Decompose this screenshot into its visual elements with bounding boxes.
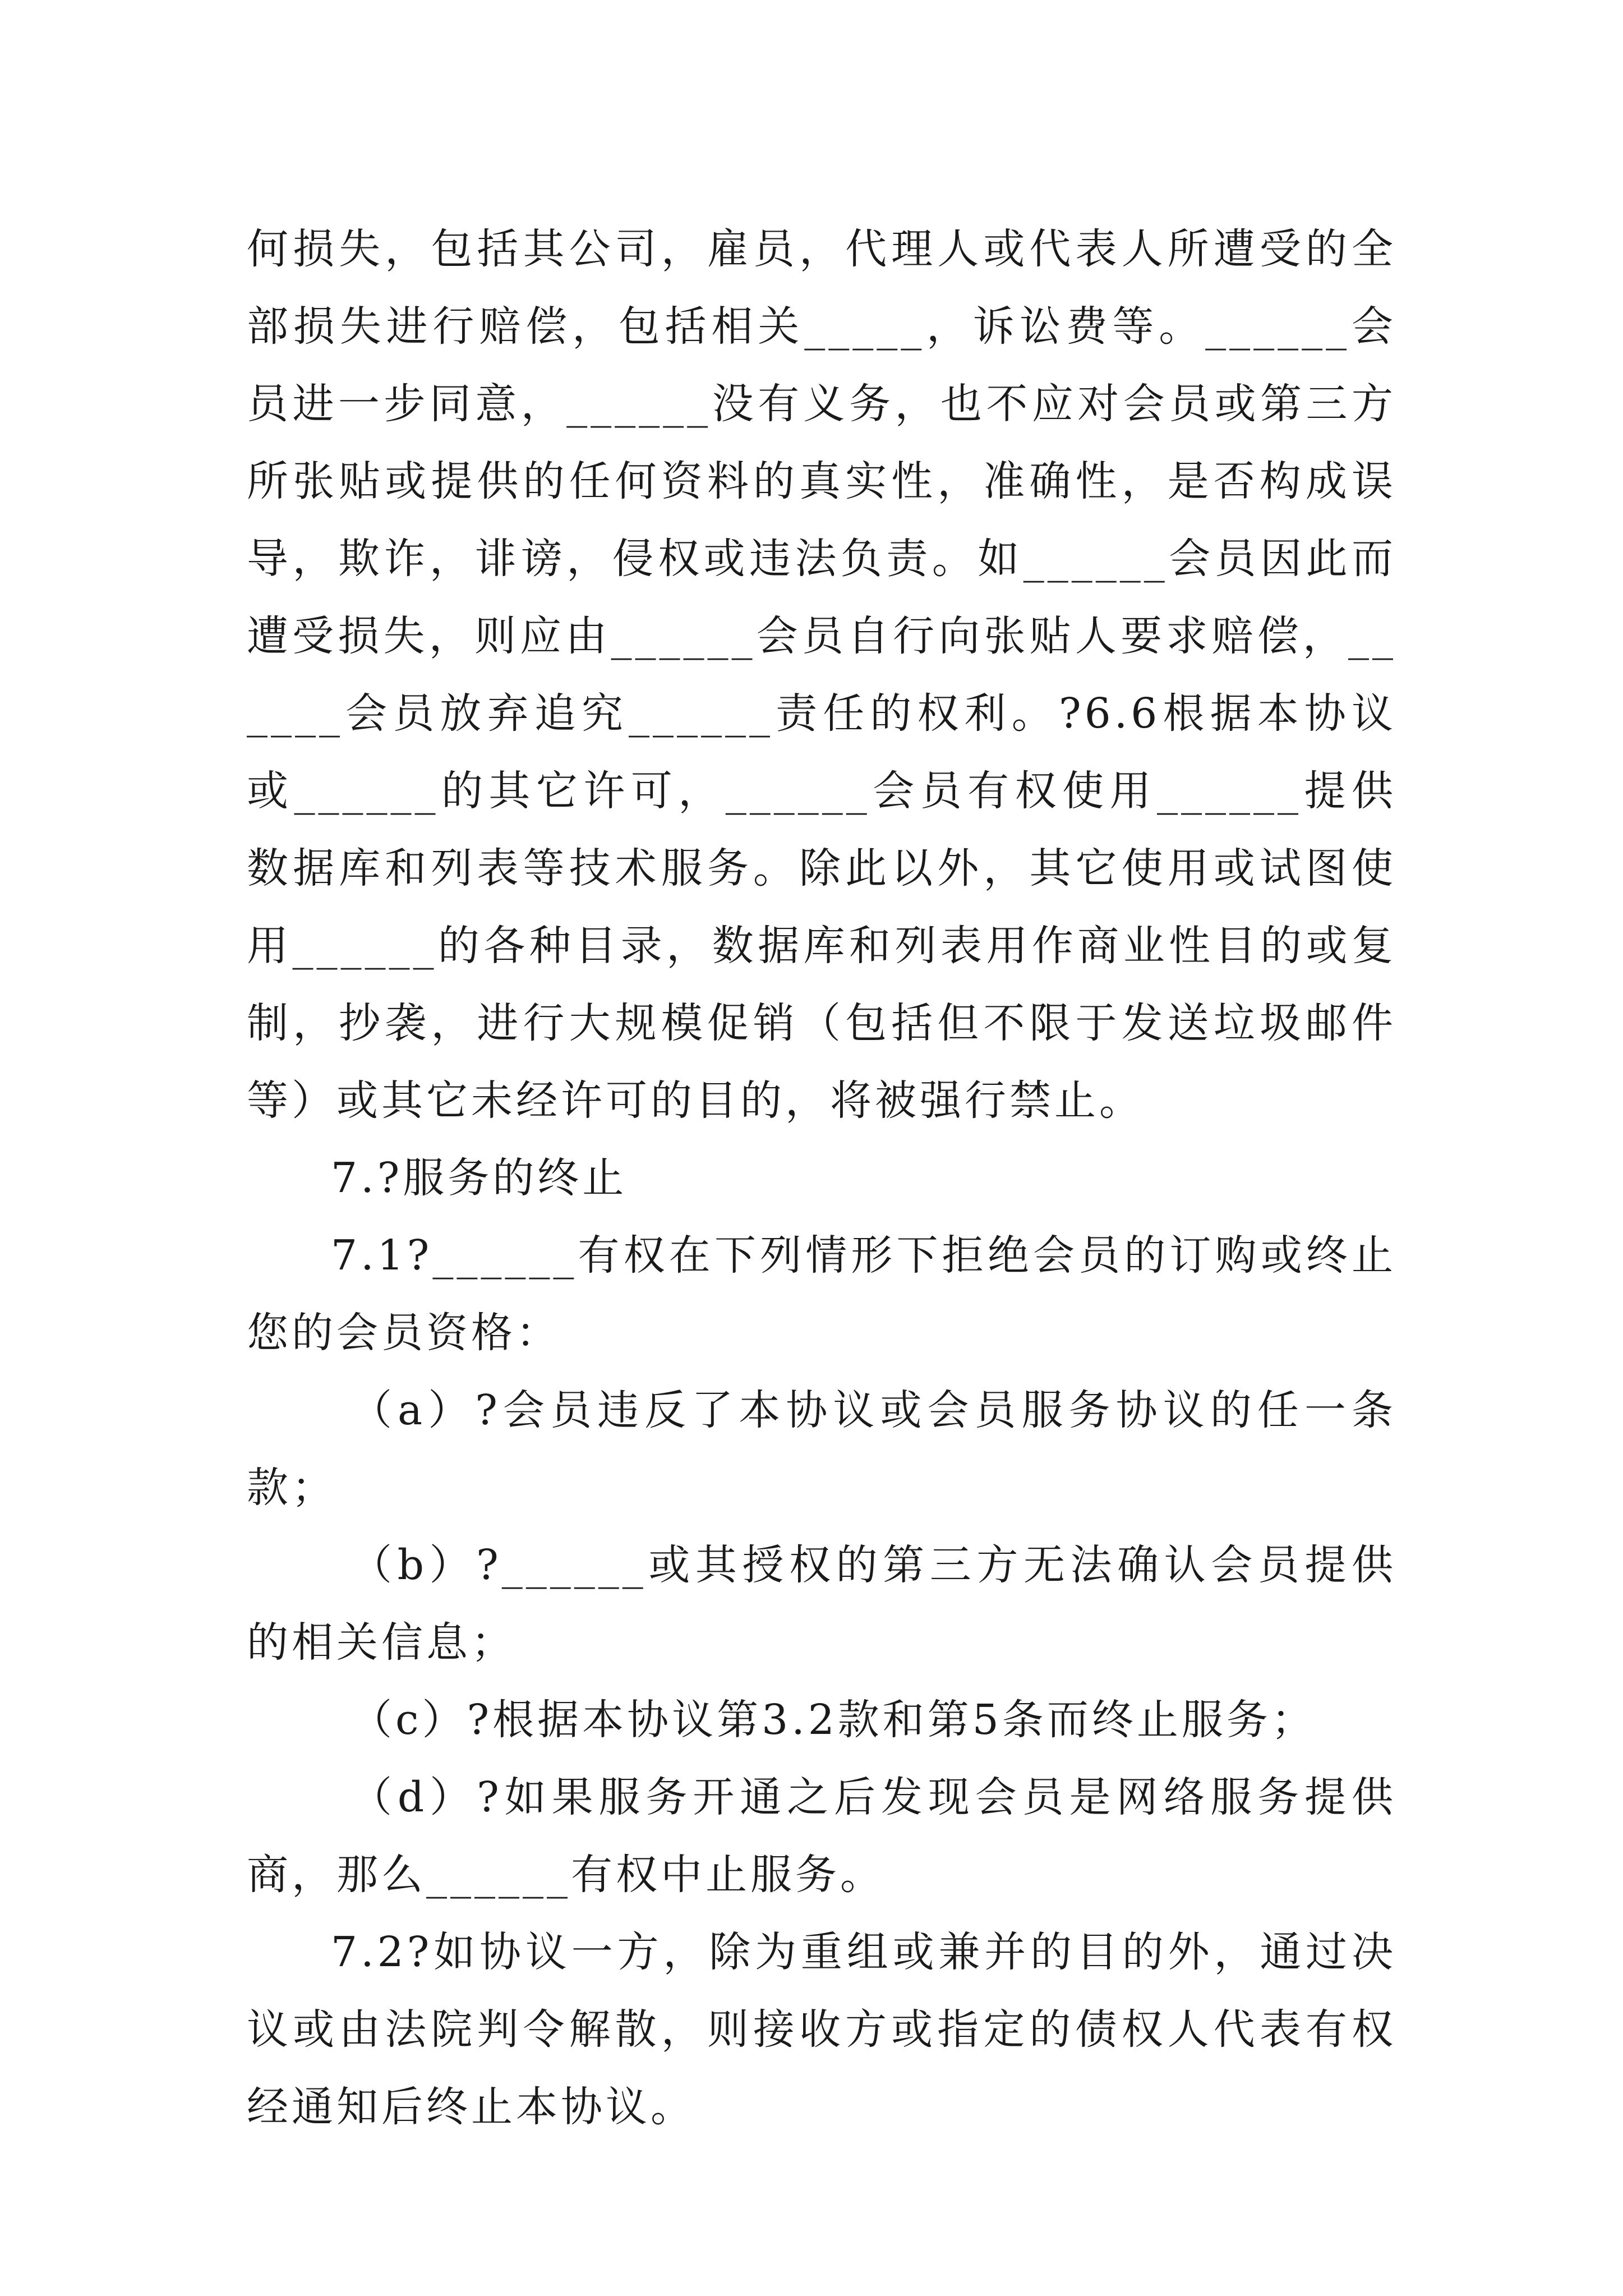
list-item-b: （b）?______或其授权的第三方无法确认会员提供的相关信息； <box>247 1541 1396 1667</box>
paragraph-clause-7-1: 7.1?______有权在下列情形下拒绝会员的订购或终止您的会员资格： <box>247 1231 1396 1357</box>
list-item-a: （a）?会员违反了本协议或会员服务协议的任一条款； <box>247 1386 1396 1512</box>
document-body <box>247 210 1396 2146</box>
paragraph-liability-continuation: 何损失，包括其公司，雇员，代理人或代表人所遭受的全部损失进行赔偿，包括相关_____，诉讼费等。______会员进一步同意，______没有义务，也不应对会员或第三方所张贴或提供的任何资料的真实性，准确性，是否构成误导，欺诈，诽谤，侵权或违法负责。如______会员因此而遭受损失，则应由______会员自行向张贴人要求赔偿，______会员放弃追究______责任的权利。?6.6根据本协议或______的其它许可，______会员有权使用______提供数据库和列表等技术服务。除此以外，其它使用或试图使用______的各种目录，数据库和列表用作商业性目的或复制，抄袭，进行大规模促销（包括但不限于发送垃圾邮件等）或其它未经许可的目的，将被强行禁止。 <box>247 225 1396 1125</box>
list-item-d: （d）?如果服务开通之后发现会员是网络服务提供商，那么______有权中止服务。 <box>247 1773 1396 1899</box>
paragraph-clause-7-2: 7.2?如协议一方，除为重组或兼并的目的外，通过决议或由法院判令解散，则接收方或指定的债权人代表有权经通知后终止本协议。 <box>247 1928 1396 2131</box>
list-item-c: （c）?根据本协议第3.2款和第5条而终止服务； <box>351 1696 1316 1744</box>
section-heading-service-termination: 7.?服务的终止 <box>331 1154 628 1202</box>
